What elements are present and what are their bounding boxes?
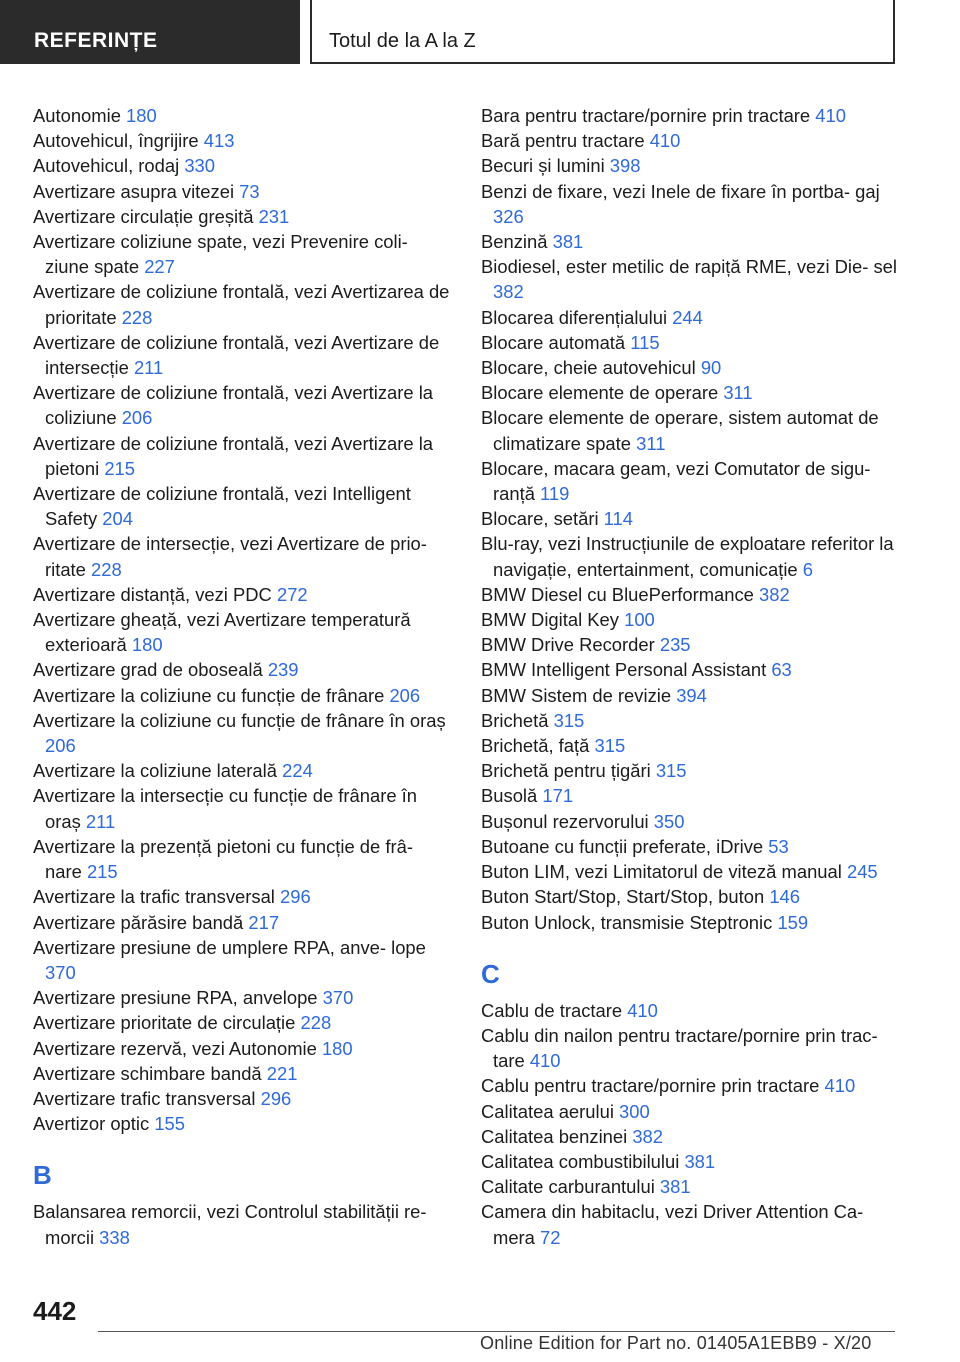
- index-entry: [481, 380, 901, 405]
- page-reference-link[interactable]: 217: [248, 911, 280, 933]
- index-entry: [33, 783, 453, 833]
- entry-term: Avertizare la coliziune cu funcție de frânare în oraș: [33, 709, 446, 731]
- page-reference-link[interactable]: 410: [649, 130, 681, 152]
- entry-term: BMW Sistem de revizie: [481, 684, 672, 706]
- entry-term: BMW Diesel cu BluePerformance: [481, 583, 754, 605]
- page-reference-link[interactable]: 381: [552, 231, 584, 253]
- page-reference-link[interactable]: 228: [300, 1012, 332, 1034]
- page-number: 442: [33, 1296, 77, 1326]
- page-reference-link[interactable]: 381: [684, 1150, 716, 1172]
- index-entry: [33, 758, 453, 783]
- index-entry: [481, 834, 901, 859]
- page-reference-link[interactable]: 410: [529, 1050, 561, 1072]
- index-entry: [481, 1023, 901, 1073]
- page-reference-link[interactable]: 159: [777, 911, 809, 933]
- index-entry: [481, 1099, 901, 1124]
- index-entry: [33, 607, 453, 657]
- index-entry: [481, 1174, 901, 1199]
- index-entry: [481, 405, 901, 455]
- index-entry: [481, 153, 901, 178]
- index-column-right: [481, 103, 901, 1250]
- index-entry: [33, 1061, 453, 1086]
- entry-term: Brichetă pentru țigări: [481, 760, 651, 782]
- index-entry: [33, 1199, 453, 1249]
- entry-term: Avertizare la trafic transversal: [33, 886, 275, 908]
- chapter-tab: [310, 0, 895, 64]
- entry-term: Bară pentru tractare: [481, 130, 645, 152]
- entry-term: Avertizor optic: [33, 1113, 150, 1135]
- index-entry: [481, 330, 901, 355]
- entry-term: Avertizare de intersecție, vezi Avertizare de prio‐ ritate: [33, 533, 427, 580]
- index-entry: [481, 531, 901, 581]
- page-reference-link[interactable]: 330: [184, 155, 216, 177]
- page-reference-link[interactable]: 326: [493, 205, 524, 227]
- index-entry: [33, 128, 453, 153]
- footer-rule: [98, 1331, 895, 1332]
- index-entry: [33, 153, 453, 178]
- entry-term: Calitatea aerului: [481, 1100, 614, 1122]
- index-entry: [33, 582, 453, 607]
- edition-note: Online Edition for Part no. 01405A1EBB9 - X/20: [480, 1333, 872, 1353]
- page-reference-link[interactable]: 370: [322, 987, 354, 1009]
- entry-term: Calitatea benzinei: [481, 1125, 628, 1147]
- entry-term: Avertizare schimbare bandă: [33, 1062, 262, 1084]
- page-reference-link[interactable]: 206: [45, 735, 76, 757]
- entry-term: Calitate carburantului: [481, 1176, 655, 1198]
- page-reference-link[interactable]: 115: [630, 331, 660, 353]
- page-reference-link[interactable]: 227: [144, 256, 175, 278]
- index-entry: [481, 1149, 901, 1174]
- page-reference-link[interactable]: 171: [542, 785, 574, 807]
- page-reference-link[interactable]: 215: [104, 457, 136, 479]
- entry-term: Blocare, macara geam, vezi Comutator de sigu‐ ranță: [481, 457, 871, 505]
- page-reference-link[interactable]: 180: [126, 105, 157, 126]
- page-reference-link[interactable]: 231: [258, 205, 290, 227]
- entry-term: BMW Digital Key: [481, 609, 619, 631]
- index-entry: [481, 254, 901, 304]
- entry-term: Bara pentru tractare/pornire prin tractare: [481, 105, 811, 126]
- entry-term: Avertizare presiune de umplere RPA, anve‐ lope: [33, 936, 426, 958]
- index-entry: [33, 229, 453, 279]
- entry-term: Calitatea combustibilului: [481, 1150, 680, 1172]
- page-reference-link[interactable]: 410: [627, 999, 658, 1021]
- index-entry: [33, 683, 453, 708]
- index-entry: [33, 985, 453, 1010]
- entry-term: Blocarea diferențialului: [481, 306, 668, 328]
- index-entry: [33, 330, 453, 380]
- entry-term: Cablu pentru tractare/pornire prin tractare: [481, 1075, 820, 1097]
- entry-term: Avertizare trafic transversal: [33, 1087, 256, 1109]
- page-reference-link[interactable]: 296: [280, 886, 311, 908]
- entry-term: Avertizare presiune RPA, anvelope: [33, 987, 318, 1009]
- page-reference-link[interactable]: 211: [133, 357, 164, 379]
- entry-term: Avertizare la coliziune cu funcție de frânare: [33, 684, 385, 706]
- index-entry: [33, 1036, 453, 1061]
- entry-term: Avertizare părăsire bandă: [33, 911, 244, 933]
- page-reference-link[interactable]: 410: [824, 1075, 856, 1097]
- entry-term: Autonomie: [33, 105, 121, 126]
- index-entry: [481, 758, 901, 783]
- entry-term: Avertizare rezervă, vezi Autonomie: [33, 1037, 317, 1059]
- index-entry: [33, 204, 453, 229]
- entry-term: Avertizare distanță, vezi PDC: [33, 583, 272, 605]
- entry-term: Avertizare coliziune spate, vezi Prevenire coli‐ ziune spate: [33, 231, 408, 278]
- index-entry: [33, 935, 453, 985]
- entry-term: Balansarea remorcii, vezi Controlul stabilității re‐ morcii: [33, 1201, 427, 1248]
- page-reference-link[interactable]: 206: [389, 684, 421, 706]
- page-reference-link[interactable]: 204: [102, 508, 133, 530]
- entry-term: Autovehicul, îngrijire: [33, 130, 199, 152]
- entry-term: Bușonul rezervorului: [481, 810, 649, 832]
- entry-term: Avertizare gheață, vezi Avertizare temperatură exterioară: [33, 609, 411, 656]
- entry-term: Butoane cu funcții preferate, iDrive: [481, 835, 764, 857]
- page-reference-link[interactable]: 398: [609, 155, 641, 177]
- entry-term: Brichetă, față: [481, 735, 590, 757]
- entry-term: Avertizare asupra vitezei: [33, 180, 235, 202]
- entry-term: Avertizare prioritate de circulație: [33, 1012, 296, 1034]
- entry-term: Blocare, cheie autovehicul: [481, 357, 696, 379]
- page-reference-link[interactable]: 381: [659, 1176, 691, 1198]
- page-reference-link[interactable]: 146: [769, 886, 800, 908]
- index-entry: [481, 657, 901, 682]
- page-reference-link[interactable]: 206: [121, 407, 153, 429]
- entry-term: Biodiesel, ester metilic de rapiță RME, vezi Die‐ sel: [481, 256, 897, 278]
- index-entry: [481, 1073, 901, 1098]
- page-reference-link[interactable]: 338: [99, 1226, 130, 1248]
- page-reference-link[interactable]: 114: [603, 508, 633, 530]
- page-reference-link[interactable]: 315: [594, 735, 626, 757]
- index-entry: [481, 809, 901, 834]
- entry-term: Busolă: [481, 785, 538, 807]
- entry-term: Benzi de fixare, vezi Inele de fixare în portba‐ gaj: [481, 180, 880, 202]
- entry-term: Avertizare grad de oboseală: [33, 659, 263, 681]
- entry-term: Buton Unlock, transmisie Steptronic: [481, 911, 773, 933]
- page-reference-link[interactable]: 224: [282, 760, 313, 782]
- index-entry: [481, 229, 901, 254]
- index-entry: [33, 657, 453, 682]
- page-reference-link[interactable]: 311: [723, 382, 753, 404]
- page-reference-link[interactable]: 315: [553, 709, 585, 731]
- page-reference-link[interactable]: 296: [260, 1087, 292, 1109]
- entry-term: Blocare elemente de operare, sistem automat de climatizare spate: [481, 407, 879, 454]
- page-reference-link[interactable]: 228: [91, 558, 122, 580]
- entry-term: BMW Drive Recorder: [481, 634, 655, 656]
- page-reference-link[interactable]: 272: [276, 583, 308, 605]
- page-reference-link[interactable]: 90: [700, 357, 722, 379]
- page-reference-link[interactable]: 119: [540, 483, 570, 505]
- index-entry: [481, 783, 901, 808]
- index-entry: [481, 683, 901, 708]
- index-entry: [33, 834, 453, 884]
- page-reference-link[interactable]: 300: [619, 1100, 650, 1122]
- index-entry: [33, 431, 453, 481]
- page-reference-link[interactable]: 228: [121, 306, 153, 328]
- index-entry: [33, 380, 453, 430]
- page-reference-link[interactable]: 311: [636, 432, 666, 454]
- index-entry: [481, 859, 901, 884]
- page-reference-link[interactable]: 180: [131, 634, 163, 656]
- index-entry: [481, 355, 901, 380]
- chapter-title: Totul de la A la Z: [329, 30, 476, 52]
- index-column-left: [33, 103, 453, 1250]
- page-reference-link[interactable]: 6: [802, 558, 813, 580]
- page-reference-link[interactable]: 100: [624, 609, 655, 631]
- page-reference-link[interactable]: 394: [676, 684, 707, 706]
- index-entry: [481, 632, 901, 657]
- entry-term: Avertizare de coliziune frontală, vezi Intelligent Safety: [33, 483, 411, 530]
- entry-term: Brichetă: [481, 709, 549, 731]
- index-entry: [33, 884, 453, 909]
- index-entry: [481, 456, 901, 506]
- section-title: REFERINȚE: [34, 29, 158, 52]
- page-reference-link[interactable]: 72: [540, 1226, 561, 1248]
- page-reference-link[interactable]: 221: [266, 1062, 298, 1084]
- entry-term: Avertizare de coliziune frontală, vezi Avertizarea de prioritate: [33, 281, 450, 328]
- entry-term: Avertizare de coliziune frontală, vezi Avertizare la pietoni: [33, 432, 434, 479]
- page-reference-link[interactable]: 245: [846, 861, 878, 883]
- entry-term: Buton Start/Stop, Start/Stop, buton: [481, 886, 765, 908]
- page-reference-link[interactable]: 382: [759, 583, 790, 605]
- entry-term: Avertizare de coliziune frontală, vezi Avertizare la coliziune: [33, 382, 434, 429]
- entry-term: Avertizare la coliziune laterală: [33, 760, 277, 782]
- page-reference-link[interactable]: 350: [653, 810, 685, 832]
- index-entry: [481, 305, 901, 330]
- entry-term: Blocare automată: [481, 331, 626, 353]
- index-entry: [33, 1086, 453, 1111]
- index-entry: [33, 708, 453, 758]
- index-entry: [33, 179, 453, 204]
- page-reference-link[interactable]: 382: [632, 1125, 664, 1147]
- index-entry: [481, 607, 901, 632]
- index-entry: [33, 1111, 453, 1136]
- index-entry: [481, 910, 901, 935]
- entry-term: Avertizare circulație greșită: [33, 205, 254, 227]
- section-tab: [0, 0, 300, 64]
- index-entry: [481, 179, 901, 229]
- index-entry: [33, 1010, 453, 1035]
- entry-term: Blocare, setări: [481, 508, 599, 530]
- page-reference-link[interactable]: 235: [659, 634, 691, 656]
- index-entry: [33, 481, 453, 531]
- page-reference-link[interactable]: 73: [239, 180, 260, 202]
- page-reference-link[interactable]: 244: [672, 306, 703, 328]
- index-entry: [481, 733, 901, 758]
- index-letter-heading: B: [33, 1160, 52, 1191]
- index-entry: [481, 128, 901, 153]
- page-reference-link[interactable]: 155: [154, 1113, 185, 1135]
- page-reference-link[interactable]: 370: [45, 961, 76, 983]
- entry-term: Blocare elemente de operare: [481, 382, 719, 404]
- index-entry: [481, 103, 901, 128]
- index-entry: [481, 582, 901, 607]
- entry-term: Autovehicul, rodaj: [33, 155, 180, 177]
- index-entry: [33, 531, 453, 581]
- index-entry: [33, 910, 453, 935]
- entry-term: Blu-ray, vezi Instrucțiunile de exploatare referitor la navigație, entertainment, comunicație: [481, 533, 894, 580]
- entry-term: Becuri și lumini: [481, 155, 605, 177]
- index-entry: [33, 103, 453, 128]
- entry-term: Avertizare la intersecție cu funcție de frânare în oraș: [33, 785, 418, 832]
- index-entry: [481, 506, 901, 531]
- entry-term: Cablu de tractare: [481, 999, 623, 1021]
- entry-term: BMW Intelligent Personal Assistant: [481, 659, 767, 681]
- page-reference-link[interactable]: 211: [85, 810, 116, 832]
- index-entry: [481, 1124, 901, 1149]
- entry-term: Avertizare la prezență pietoni cu funcție de frâ‐ nare: [33, 835, 413, 883]
- entry-term: Buton LIM, vezi Limitatorul de viteză manual: [481, 861, 842, 883]
- page-reference-link[interactable]: 215: [86, 861, 118, 883]
- entry-term: Camera din habitaclu, vezi Driver Attention Ca‐ mera: [481, 1201, 864, 1248]
- page-reference-link[interactable]: 180: [321, 1037, 353, 1059]
- index-entry: [481, 1199, 901, 1249]
- page-reference-link[interactable]: 413: [203, 130, 235, 152]
- page-reference-link[interactable]: 63: [771, 659, 792, 681]
- entry-term: Avertizare de coliziune frontală, vezi Avertizare de intersecție: [33, 331, 440, 379]
- page-reference-link[interactable]: 382: [493, 281, 524, 303]
- page-reference-link[interactable]: 410: [815, 105, 846, 126]
- page-reference-link[interactable]: 239: [267, 659, 299, 681]
- index-entry: [481, 884, 901, 909]
- index-entry: [481, 998, 901, 1023]
- entry-term: Cablu din nailon pentru tractare/pornire prin trac‐ tare: [481, 1024, 878, 1072]
- index-entry: [33, 279, 453, 329]
- page-reference-link[interactable]: 315: [655, 760, 687, 782]
- index-letter-heading: C: [481, 958, 500, 989]
- page-reference-link[interactable]: 53: [768, 835, 789, 857]
- entry-term: Benzină: [481, 231, 548, 253]
- index-entry: [481, 708, 901, 733]
